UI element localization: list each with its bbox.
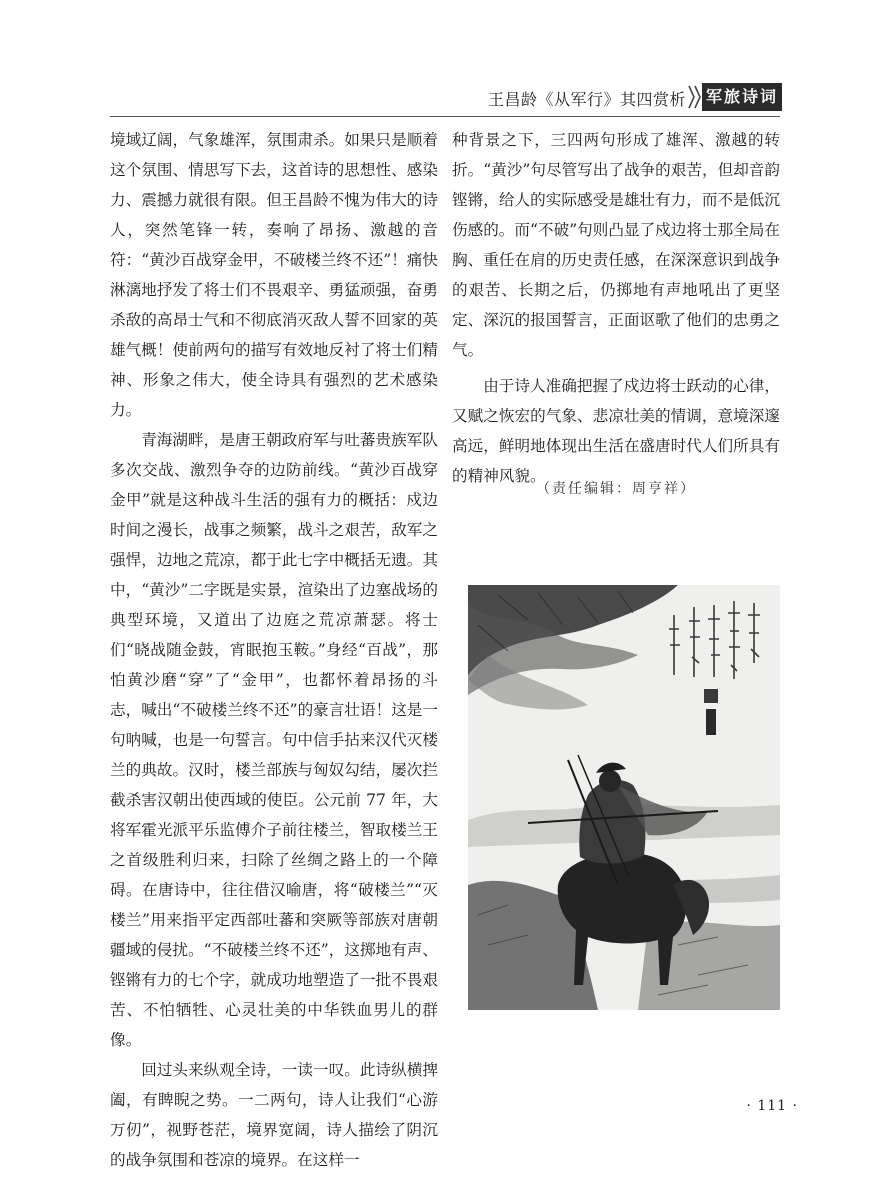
warrior-ink-painting: [468, 585, 780, 1010]
right-column: [452, 125, 780, 491]
paragraph: 境域辽阔，气象雄浑，氛围肃杀。如果只是顺着这个氛围、情思写下去，这首诗的思想性、感染力、震撼力就很有限。但王昌龄不愧为伟大的诗人，突然笔锋一转，奏响了昂扬、激越的音符：“黄沙百战穿金甲，不破楼兰终不还”！痛快淋漓地抒发了将士们不畏艰辛、勇猛顽强，奋勇杀敌的高昂士气和不彻底消灭敌人誓不回家的英雄气概！使前两句的描写有效地反衬了将士们精神、形象之伟大，使全诗具有强烈的艺术感染力。: [110, 131, 438, 419]
paragraph: 回过头来纵观全诗，一读一叹。此诗纵横捭阖，有睥睨之势。一二两句，诗人让我们“心游万仞”，视野苍茫，境界宽阔，诗人描绘了阴沉的战争氛围和苍凉的境界。在这样一: [110, 1061, 438, 1169]
section-badge: 军旅诗词: [702, 83, 782, 111]
page-header: [0, 78, 890, 118]
header-rule: [110, 116, 780, 117]
page-number: · 111 ·: [746, 1098, 798, 1114]
left-column: [110, 125, 438, 1175]
double-chevron-icon: [688, 84, 702, 110]
editor-note: （责任编辑：周亨祥）: [536, 481, 696, 497]
painting-graphic: [468, 585, 780, 1010]
paragraph: 青海湖畔，是唐王朝政府军与吐蕃贵族军队多次交战、激烈争夺的边防前线。“黄沙百战穿金甲”就是这种战斗生活的强有力的概括：戍边时间之漫长，战事之频繁，战斗之艰苦，敌军之强悍，边地之荒凉，都于此七字中概括无遗。其中，“黄沙”二字既是实景，渲染出了边塞战场的典型环境，又道出了边庭之荒凉萧瑟。将士们“晓战随金鼓，宵眠抱玉鞍。”身经“百战”，那怕黄沙磨“穿”了“金甲”，也都怀着昂扬的斗志，喊出“不破楼兰终不还”的豪言壮语！这是一句呐喊，也是一句誓言。句中信手拈来汉代灭楼兰的典故。汉时，楼兰部族与匈奴勾结，屡次拦截杀害汉朝出使西域的使臣。公元前 77 年，大将军霍光派平乐监傅介子前往楼兰，智取楼兰王之首级胜利归来，扫除了丝绸之路上的一个障碍。在唐诗中，往往借汉喻唐，将“破楼兰”“灭楼兰”用来指平定西部吐蕃和突厥等部族对唐朝疆域的侵扰。“不破楼兰终不还”，这掷地有声、铿锵有力的七个字，就成功地塑造了一批不畏艰苦、不怕牺牲、心灵壮美的中华铁血男儿的群像。: [110, 431, 438, 1049]
paragraph: 由于诗人准确把握了戍边将士跃动的心律，又赋之恢宏的气象、悲凉壮美的情调，意境深邃高远，鲜明地体现出生活在盛唐时代人们所具有的精神风貌。: [452, 377, 780, 485]
article-title: 王昌龄《从军行》其四赏析: [487, 90, 686, 109]
paragraph: 种背景之下，三四两句形成了雄浑、激越的转折。“黄沙”句尽管写出了战争的艰苦，但却音韵铿锵，给人的实际感受是雄壮有力，而不是低沉伤感的。而“不破”句则凸显了戍边将士那全局在胸、重任在肩的历史责任感，在深深意识到战争的艰苦、长期之后，仍掷地有声地吼出了更坚定、深沉的报国誓言，正面讴歌了他们的忠勇之气。: [452, 131, 780, 359]
